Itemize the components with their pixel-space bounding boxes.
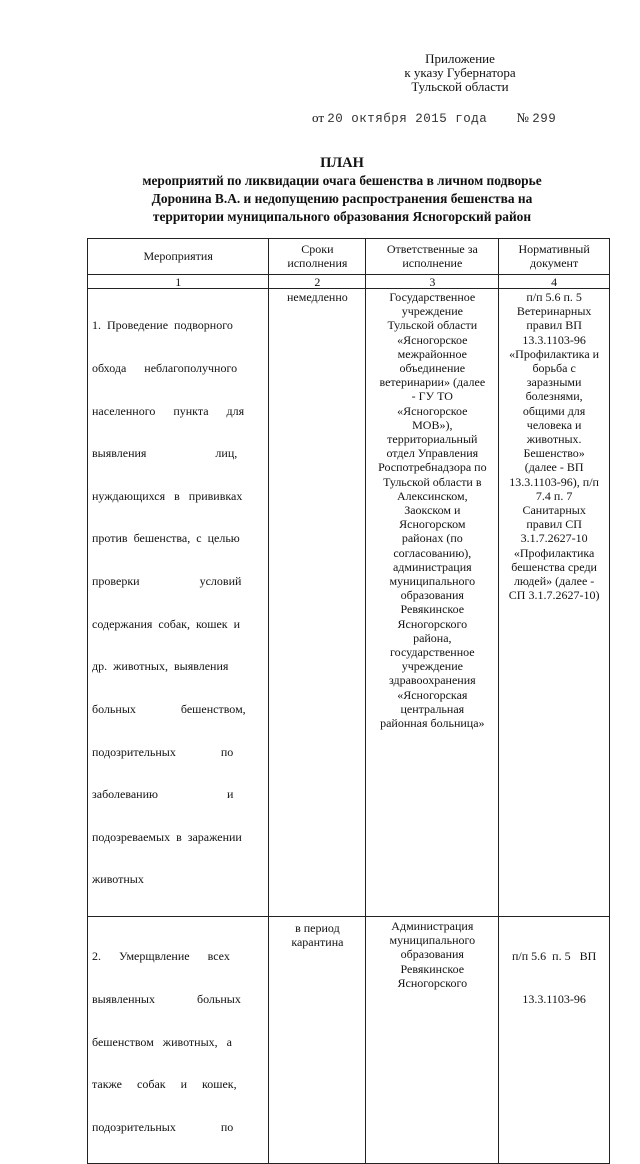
document-line: 13.3.1103-96 [522, 991, 586, 1006]
responsible-line: «Ясногорское [397, 332, 468, 347]
responsible-line: объединение [399, 361, 466, 376]
action-line: 1. Проведение подворного [92, 318, 233, 333]
document-line: человека и [526, 417, 582, 432]
document-line: Санитарных [522, 503, 586, 518]
table-header-row [88, 239, 610, 275]
responsible-line: «Ясногорская [397, 687, 468, 702]
action-line: содержания собак, кошек и [92, 616, 241, 631]
document-line: (далее - ВП [524, 460, 584, 475]
responsible-line: Администрация [391, 918, 474, 933]
document-line: Бешенство» [523, 446, 585, 461]
responsible-line: отдел Управления [386, 446, 479, 461]
header-actions: Мероприятия [88, 239, 269, 275]
action-line: подозрительных по [92, 1119, 234, 1134]
appendix-header [360, 52, 560, 94]
document-line: правил СП [526, 517, 582, 532]
appendix-line: Тульской области [411, 79, 509, 94]
document-line: 13.3.1103-96 [522, 332, 586, 347]
responsible-line: района, [413, 630, 452, 645]
document-line: бешенства среди [511, 559, 597, 574]
responsible-line: учреждение [401, 659, 463, 674]
row1-term: немедленно [269, 289, 366, 917]
responsible-line: здравоохранения [388, 673, 476, 688]
responsible-line: Ясногорского [397, 616, 468, 631]
column-number-row [88, 275, 610, 289]
column-number: 2 [269, 275, 366, 289]
responsible-line: районная больница» [380, 716, 485, 731]
row2-document [499, 916, 610, 1163]
action-line: больных бешенством, [92, 701, 246, 716]
column-number: 3 [366, 275, 499, 289]
title-line: мероприятий по ликвидации очага бешенства в личном подворье [142, 173, 542, 188]
document-title [72, 154, 612, 226]
document-line: болезнями, [525, 389, 583, 404]
responsible-line: Ревякинское [400, 961, 465, 976]
responsible-line: Алексинском, [397, 488, 468, 503]
row2-responsible [366, 916, 499, 1163]
responsible-line: МОВ»), [412, 417, 453, 432]
responsible-line: районах (по [401, 531, 463, 546]
row1-responsible [366, 289, 499, 917]
responsible-line: согласованию), [393, 545, 472, 560]
header-terms: Сроки исполнения [269, 239, 366, 275]
action-line: также собак и кошек, [92, 1077, 237, 1092]
action-line: подозрительных по [92, 744, 234, 759]
action-line: проверки условий [92, 574, 242, 589]
document-line: борьба с [532, 361, 576, 376]
document-line: животных. [526, 432, 582, 447]
document-line: людей» (далее - [513, 574, 595, 589]
document-line: СП 3.1.7.2627-10) [508, 588, 600, 603]
action-line: бешенством животных, а [92, 1034, 232, 1049]
responsible-line: «Ясногорское [397, 403, 468, 418]
term-line: в период [295, 920, 340, 935]
row2-action [88, 916, 269, 1163]
action-line: обхода неблагополучного [92, 361, 238, 376]
responsible-line: Заокском и [404, 503, 461, 518]
action-line: подозреваемых в заражении [92, 829, 242, 844]
responsible-line: территориальный [387, 432, 478, 447]
header-responsible: Ответственные за исполнение [366, 239, 499, 275]
term-line: карантина [291, 935, 344, 950]
action-line: выявления лиц, [92, 446, 238, 461]
column-number: 4 [499, 275, 610, 289]
table-row [88, 289, 610, 917]
action-line: нуждающихся в прививках [92, 488, 243, 503]
appendix-line: Приложение [425, 51, 495, 66]
document-line: п/п 5.6 п. 5 [526, 290, 582, 304]
document-line: заразными [526, 375, 582, 390]
action-line: населенного пункта для [92, 403, 245, 418]
number-label: № [516, 110, 529, 125]
responsible-line: - ГУ ТО [411, 389, 453, 404]
document-line: общими для [522, 403, 586, 418]
action-line: выявленных больных [92, 991, 241, 1006]
document-line: п/п 5.6 п. 5 ВП [511, 949, 597, 964]
responsible-line: муниципального [389, 574, 476, 589]
responsible-line: муниципального [389, 933, 476, 948]
responsible-line: администрация [392, 559, 472, 574]
responsible-line: образования [400, 947, 464, 962]
decree-date-line [312, 110, 556, 126]
row1-action [88, 289, 269, 917]
title-plan: ПЛАН [320, 155, 364, 171]
responsible-line: Ясногорском [399, 517, 466, 532]
document-line: «Профилактика [513, 545, 595, 560]
document-line: 13.3.1103-96), п/п [509, 474, 599, 489]
row2-term [269, 916, 366, 1163]
action-line: животных [92, 872, 144, 887]
row1-document [499, 289, 610, 917]
action-line: др. животных, выявления [92, 659, 229, 674]
responsible-line: ветеринарии» (далее [379, 375, 486, 390]
decree-number: 299 [532, 112, 557, 126]
responsible-line: образования [400, 588, 464, 603]
responsible-line: межрайонное [397, 346, 467, 361]
title-line: Доронина В.А. и недопущению распространения бешенства на [151, 191, 533, 206]
from-label: от [312, 110, 325, 125]
header-document: Нормативный документ [499, 239, 610, 275]
responsible-line: Тульской области [387, 318, 478, 333]
column-number: 1 [88, 275, 269, 289]
action-line: заболеванию и [92, 787, 234, 802]
document-line: правил ВП [526, 318, 582, 333]
responsible-line: центральная [400, 701, 465, 716]
plan-table [87, 238, 610, 1164]
document-line: 3.1.7.2627-10 [520, 531, 588, 546]
responsible-line: Государственное [389, 290, 476, 304]
title-line: территории муниципального образования Ясногорский район [152, 209, 532, 224]
responsible-line: Ясногорского [397, 975, 468, 990]
action-line: против бешенства, с целью [92, 531, 240, 546]
responsible-line: государственное [390, 645, 475, 660]
document-line: «Профилактика и [509, 346, 600, 361]
appendix-line: к указу Губернатора [404, 65, 516, 80]
table-row [88, 916, 610, 1163]
responsible-line: Тульской области в [383, 474, 482, 489]
action-line: 2. Умерщвление всех [92, 949, 230, 964]
decree-date: 20 октября 2015 года [327, 112, 488, 126]
responsible-line: Роспотребнадзора по [378, 460, 487, 475]
document-line: 7.4 п. 7 [535, 488, 573, 503]
responsible-line: учреждение [401, 304, 463, 319]
document-line: Ветеринарных [516, 304, 592, 319]
responsible-line: Ревякинское [400, 602, 465, 617]
